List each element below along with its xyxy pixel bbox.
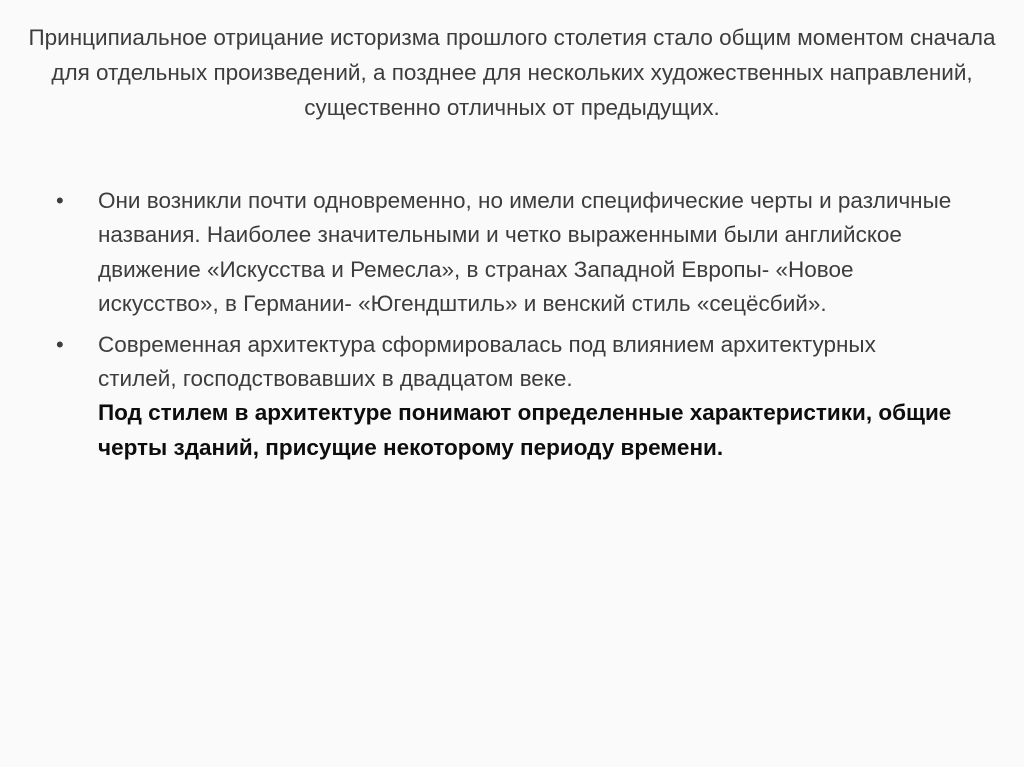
- intro-paragraph: Принципиальное отрицание историзма прошлого столетия стало общим моментом сначала для отдельных произведений, а позднее для нескольких художественных направлений, существенно отличных от предыдущих.: [28, 25, 996, 120]
- bullet-marker: •: [56, 331, 64, 357]
- bullet-text: Они возникли почти одновременно, но имели специфические черты и различные названия. Наиболее значительными и четко выраженными были английское движение «Искусства и Ремесла», в странах Западной Европы- «Новое искусство», в Германии- «Югендштиль» и венский стиль «сецёсбий».: [98, 188, 952, 317]
- bullet-marker: •: [56, 188, 64, 213]
- bullet-item-2: [56, 328, 956, 466]
- bullet-text: Современная архитектура сформировалась под влиянием архитектурных стилей, господствовавших в двадцатом веке.: [98, 331, 876, 392]
- bullet-list: [56, 184, 956, 471]
- bullet-emphasis: Под стилем в архитектуре понимают определенные характеристики, общие черты зданий, присущие некоторому периоду времени.: [98, 400, 952, 460]
- bullet-content: [98, 328, 956, 466]
- bullet-item-1: [56, 184, 956, 322]
